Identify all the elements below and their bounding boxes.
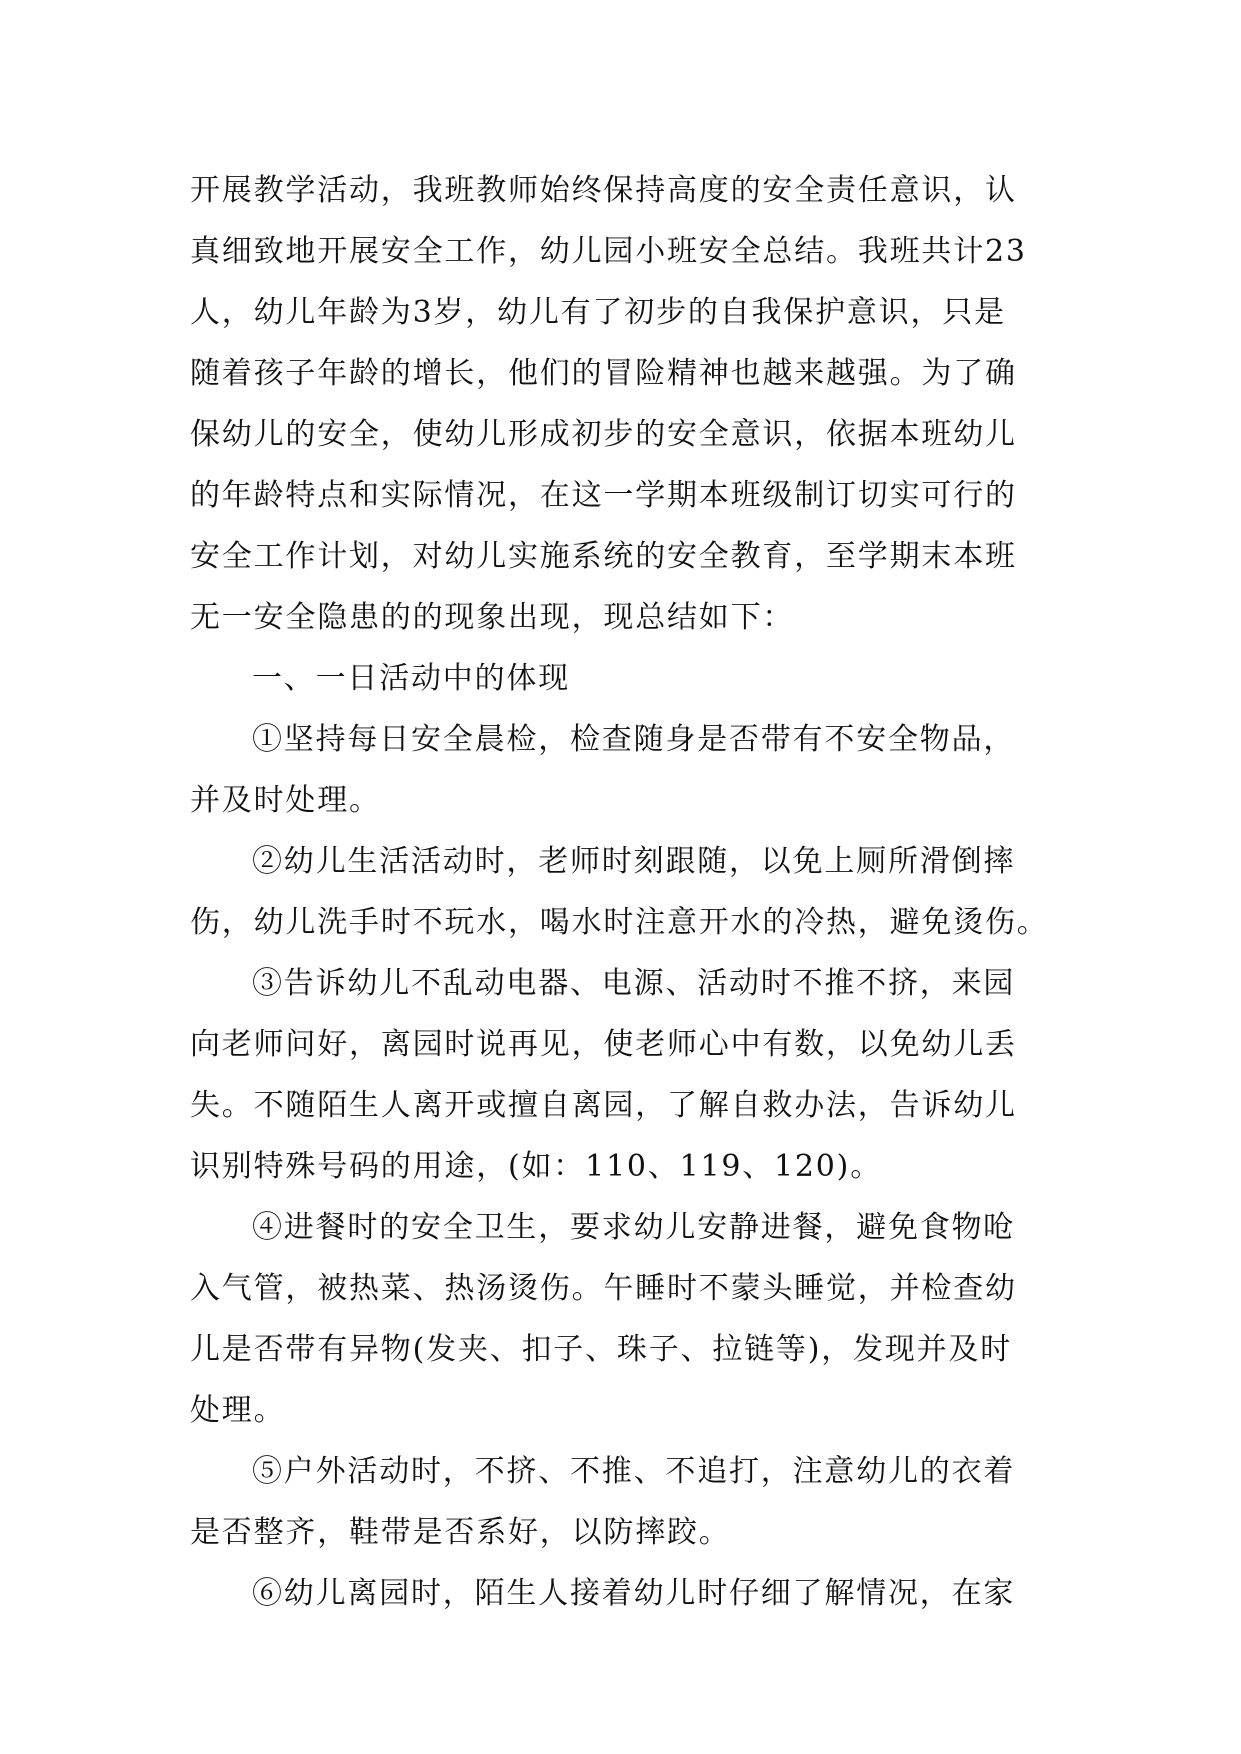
list-item-5-cont: 是否整齐，鞋带是否系好，以防摔跤。 — [190, 1515, 731, 1550]
list-item-2-start: ②幼儿生活活动时，老师时刻跟随，以免上厕所滑倒摔 — [252, 844, 1016, 879]
body-line: 真细致地开展安全工作，幼儿园小班安全总结。我班共计23 — [190, 234, 1027, 269]
list-item-1-cont: 并及时处理。 — [190, 783, 381, 818]
body-line: 随着孩子年龄的增长，他们的冒险精神也越来越强。为了确 — [190, 356, 1017, 391]
body-line: 人，幼儿年龄为3岁，幼儿有了初步的自我保护意识，只是 — [190, 295, 1006, 330]
list-item-4-start: ④进餐时的安全卫生，要求幼儿安静进餐，避免食物呛 — [252, 1210, 1016, 1245]
list-item-3-start: ③告诉幼儿不乱动电器、电源、活动时不推不挤，来园 — [252, 966, 1016, 1001]
list-item-3-cont: 失。不随陌生人离开或擅自离园，了解自救办法，告诉幼儿 — [190, 1088, 1017, 1123]
document-body — [190, 160, 1070, 1624]
list-item-4-cont: 儿是否带有异物(发夹、扣子、珠子、拉链等)，发现并及时 — [190, 1332, 1013, 1367]
list-item-4-cont: 入气管，被热菜、热汤烫伤。午睡时不蒙头睡觉，并检查幼 — [190, 1271, 1017, 1306]
list-item-4-cont: 处理。 — [190, 1393, 286, 1428]
list-item-1-start: ①坚持每日安全晨检，检查随身是否带有不安全物品， — [252, 722, 1016, 757]
body-line: 的年龄特点和实际情况，在这一学期本班级制订切实可行的 — [190, 478, 1017, 513]
list-item-3-cont: 向老师问好，离园时说再见，使老师心中有数，以免幼儿丢 — [190, 1027, 1017, 1062]
body-line: 安全工作计划，对幼儿实施系统的安全教育，至学期末本班 — [190, 539, 1017, 574]
body-line: 开展教学活动，我班教师始终保持高度的安全责任意识，认 — [190, 173, 1017, 208]
list-item-2-cont: 伤，幼儿洗手时不玩水，喝水时注意开水的冷热，避免烫伤。 — [190, 905, 1049, 940]
body-line: 保幼儿的安全，使幼儿形成初步的安全意识，依据本班幼儿 — [190, 417, 1017, 452]
section-heading: 一、一日活动中的体现 — [252, 661, 570, 696]
list-item-3-cont: 识别特殊号码的用途，(如：110、119、120)。 — [190, 1149, 882, 1184]
list-item-5-start: ⑤户外活动时，不挤、不推、不追打，注意幼儿的衣着 — [252, 1454, 1016, 1489]
body-line: 无一安全隐患的的现象出现，现总结如下： — [190, 600, 795, 635]
list-item-6-start: ⑥幼儿离园时，陌生人接着幼儿时仔细了解情况，在家 — [252, 1576, 1016, 1611]
